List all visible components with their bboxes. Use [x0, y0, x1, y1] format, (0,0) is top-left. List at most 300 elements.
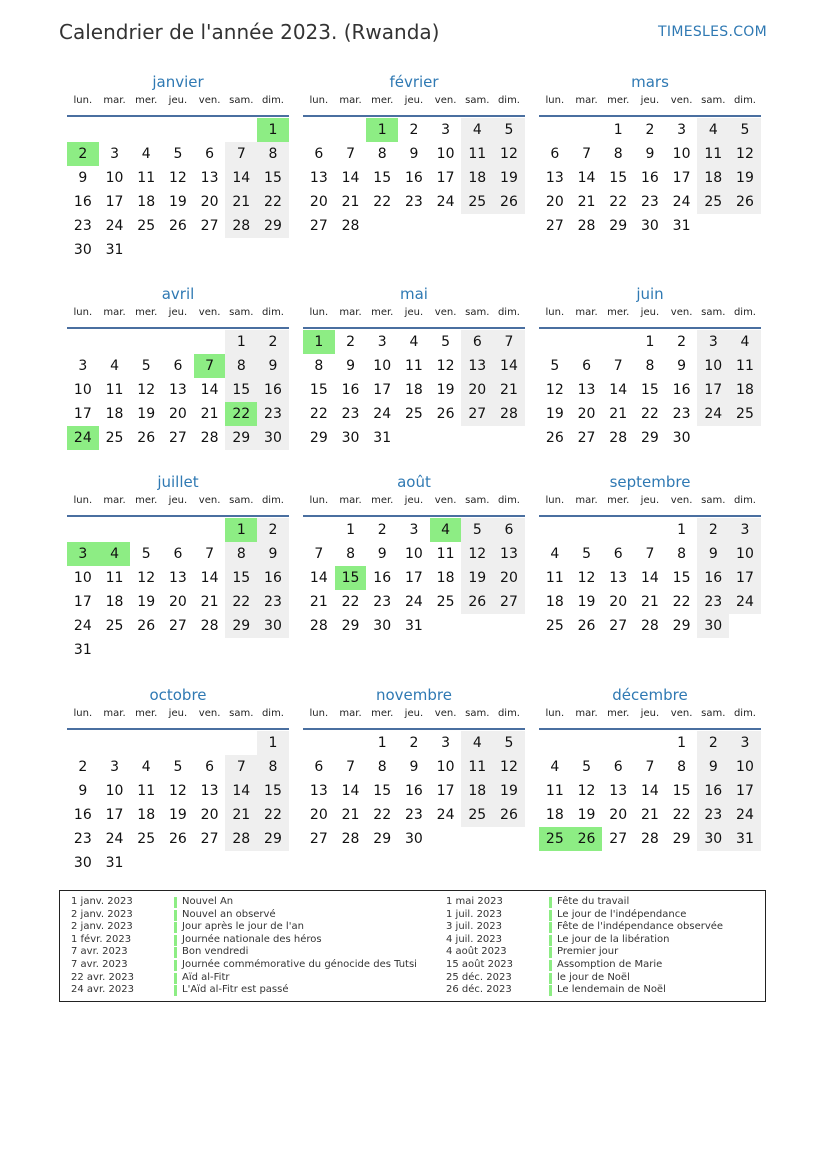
weekday-label: ven. — [198, 708, 221, 719]
day-cell: 27 — [200, 218, 219, 234]
day-cell: 30 — [373, 618, 392, 634]
day-cell: 14 — [341, 170, 360, 186]
day-cell: 25 — [697, 190, 729, 214]
month-name: janvier — [152, 73, 204, 91]
day-cell: 14 — [225, 779, 257, 803]
holiday-day-cell: 4 — [99, 542, 131, 566]
day-cell: 22 — [257, 803, 289, 827]
weekday-label: ven. — [434, 708, 457, 719]
day-cell: 26 — [545, 430, 564, 446]
weekday-label: lun. — [73, 708, 93, 719]
empty-cell — [194, 518, 226, 542]
day-cell: 18 — [137, 194, 156, 210]
day-cell: 29 — [640, 430, 659, 446]
day-cell: 20 — [609, 594, 628, 610]
day-cell: 2 — [409, 735, 419, 751]
day-cell: 22 — [225, 590, 257, 614]
legend-holiday-name: le jour de Noël — [557, 971, 630, 983]
day-cell: 14 — [200, 570, 219, 586]
legend-date: 1 janv. 2023 — [71, 896, 133, 907]
day-cell: 22 — [309, 406, 328, 422]
day-cell: 18 — [545, 807, 564, 823]
month-name: juin — [636, 285, 664, 303]
legend-row — [71, 984, 417, 997]
weekday-label: ven. — [670, 95, 693, 106]
day-cell: 25 — [137, 831, 156, 847]
day-cell: 19 — [577, 807, 596, 823]
weekday-label: mer. — [607, 495, 630, 506]
day-cell: 26 — [461, 590, 493, 614]
day-cell: 25 — [137, 218, 156, 234]
day-cell: 15 — [225, 378, 257, 402]
month-name: octobre — [149, 686, 207, 704]
day-cell: 30 — [73, 242, 92, 258]
day-cell: 13 — [493, 542, 525, 566]
day-cell: 24 — [729, 803, 761, 827]
weekday-header — [67, 495, 289, 513]
day-cell: 1 — [257, 731, 289, 755]
day-cell: 6 — [205, 146, 215, 162]
day-cell: 16 — [257, 566, 289, 590]
day-cell: 17 — [672, 170, 691, 186]
day-cell: 7 — [493, 330, 525, 354]
empty-cell — [303, 518, 335, 542]
day-cell: 25 — [105, 430, 124, 446]
day-cell: 15 — [373, 170, 392, 186]
day-cell: 18 — [729, 378, 761, 402]
weekday-label: jeu. — [168, 495, 188, 506]
holiday-day-cell: 3 — [67, 542, 99, 566]
day-cell: 11 — [545, 570, 564, 586]
weekday-label: mer. — [371, 95, 394, 106]
day-cell: 2 — [78, 759, 88, 775]
weekday-label: sam. — [701, 708, 726, 719]
day-cell: 3 — [677, 122, 687, 138]
weekday-label: dim. — [733, 307, 756, 318]
day-cell: 8 — [225, 542, 257, 566]
header-rule — [539, 515, 761, 517]
day-cell: 31 — [105, 242, 124, 258]
weekday-label: mar. — [575, 708, 598, 719]
day-cell: 10 — [404, 546, 423, 562]
day-cell: 28 — [200, 618, 219, 634]
empty-cell — [571, 518, 603, 542]
weekday-label: dim. — [261, 95, 284, 106]
day-cell: 22 — [341, 594, 360, 610]
day-cell: 13 — [200, 170, 219, 186]
legend-holiday-name: Fête du travail — [557, 896, 630, 907]
day-cell: 20 — [461, 378, 493, 402]
day-grid — [303, 518, 525, 638]
month-name: juillet — [157, 473, 199, 491]
day-cell: 18 — [105, 406, 124, 422]
day-cell: 12 — [577, 570, 596, 586]
day-cell: 21 — [609, 406, 628, 422]
day-cell: 2 — [257, 518, 289, 542]
day-cell: 8 — [257, 755, 289, 779]
legend-date: 4 juil. 2023 — [446, 933, 503, 945]
day-cell: 11 — [404, 358, 423, 374]
day-cell: 6 — [493, 518, 525, 542]
day-cell: 25 — [105, 618, 124, 634]
day-cell: 7 — [346, 759, 355, 775]
weekday-label: ven. — [670, 495, 693, 506]
page-title: Calendrier de l'année 2023. (Rwanda) — [59, 20, 440, 44]
day-cell: 1 — [677, 522, 687, 538]
day-cell: 7 — [225, 755, 257, 779]
empty-cell — [539, 330, 571, 354]
day-cell: 3 — [697, 330, 729, 354]
day-cell: 26 — [493, 803, 525, 827]
weekday-label: mer. — [371, 307, 394, 318]
day-cell: 29 — [609, 218, 628, 234]
header-rule — [67, 327, 289, 329]
legend-row — [446, 972, 723, 985]
day-cell: 16 — [73, 194, 92, 210]
day-cell: 28 — [225, 214, 257, 238]
day-cell: 23 — [404, 194, 423, 210]
holiday-day-cell: 4 — [430, 518, 462, 542]
day-cell: 4 — [550, 546, 560, 562]
weekday-label: dim. — [497, 307, 520, 318]
day-cell: 11 — [697, 142, 729, 166]
day-cell: 7 — [314, 546, 324, 562]
month-name: août — [397, 473, 431, 491]
day-cell: 3 — [377, 334, 387, 350]
day-cell: 1 — [645, 334, 655, 350]
day-cell: 30 — [257, 426, 289, 450]
day-cell: 30 — [404, 831, 423, 847]
day-cell: 16 — [73, 807, 92, 823]
holiday-day-cell: 2 — [67, 142, 99, 166]
day-cell: 28 — [493, 402, 525, 426]
day-cell: 4 — [409, 334, 419, 350]
day-cell: 12 — [137, 382, 156, 398]
weekday-header — [303, 95, 525, 113]
day-cell: 13 — [545, 170, 564, 186]
day-cell: 5 — [582, 546, 591, 562]
header-rule — [303, 728, 525, 730]
day-cell: 12 — [436, 358, 455, 374]
weekday-label: dim. — [733, 708, 756, 719]
empty-cell — [225, 731, 257, 755]
day-cell: 5 — [582, 759, 591, 775]
day-cell: 24 — [404, 594, 423, 610]
day-cell: 20 — [577, 406, 596, 422]
header-rule — [539, 728, 761, 730]
day-cell: 22 — [640, 406, 659, 422]
day-grid — [303, 330, 525, 450]
empty-cell — [99, 330, 131, 354]
day-cell: 9 — [409, 759, 419, 775]
holiday-marker-icon — [174, 910, 177, 921]
empty-cell — [634, 518, 666, 542]
weekday-label: lun. — [73, 307, 93, 318]
day-cell: 27 — [309, 831, 328, 847]
day-cell: 8 — [613, 146, 623, 162]
legend-holiday-name: Le jour de la libération — [557, 933, 670, 945]
day-cell: 20 — [200, 194, 219, 210]
day-cell: 11 — [137, 783, 156, 799]
day-cell: 24 — [729, 590, 761, 614]
day-cell: 15 — [373, 783, 392, 799]
weekday-label: mer. — [135, 708, 158, 719]
day-grid — [539, 518, 761, 638]
day-cell: 30 — [672, 430, 691, 446]
empty-cell — [194, 731, 226, 755]
day-cell: 28 — [577, 218, 596, 234]
day-cell: 12 — [577, 783, 596, 799]
day-cell: 9 — [645, 146, 655, 162]
day-cell: 4 — [550, 759, 560, 775]
weekday-label: mar. — [103, 708, 126, 719]
empty-cell — [162, 518, 194, 542]
weekday-label: mer. — [607, 708, 630, 719]
day-cell: 4 — [110, 358, 119, 374]
weekday-label: dim. — [261, 307, 284, 318]
weekday-label: mer. — [607, 307, 630, 318]
day-cell: 23 — [257, 590, 289, 614]
day-grid — [539, 731, 761, 851]
month-name: décembre — [612, 686, 688, 704]
weekday-label: jeu. — [404, 708, 424, 719]
day-cell: 26 — [137, 618, 156, 634]
weekday-label: mer. — [371, 495, 394, 506]
day-cell: 21 — [640, 594, 659, 610]
day-cell: 28 — [341, 218, 360, 234]
weekday-label: sam. — [701, 307, 726, 318]
weekday-label: ven. — [670, 708, 693, 719]
day-cell: 28 — [341, 831, 360, 847]
legend-holiday-name: Nouvel An — [182, 896, 234, 907]
day-cell: 29 — [225, 614, 257, 638]
weekday-label: ven. — [434, 95, 457, 106]
day-cell: 14 — [577, 170, 596, 186]
holiday-marker-icon — [549, 960, 552, 971]
day-cell: 4 — [461, 731, 493, 755]
day-cell: 10 — [697, 354, 729, 378]
day-grid — [67, 518, 289, 662]
weekday-header — [67, 307, 289, 325]
day-cell: 14 — [309, 570, 328, 586]
legend-date: 26 déc. 2023 — [446, 984, 512, 996]
weekday-label: dim. — [261, 495, 284, 506]
holiday-marker-icon — [174, 960, 177, 971]
holiday-day-cell: 24 — [67, 426, 99, 450]
weekday-label: dim. — [733, 495, 756, 506]
day-cell: 13 — [309, 783, 328, 799]
day-cell: 23 — [697, 590, 729, 614]
day-cell: 12 — [461, 542, 493, 566]
day-cell: 21 — [225, 803, 257, 827]
day-cell: 9 — [697, 755, 729, 779]
weekday-label: lun. — [545, 307, 565, 318]
day-cell: 19 — [168, 807, 187, 823]
day-cell: 30 — [257, 614, 289, 638]
day-cell: 13 — [200, 783, 219, 799]
day-cell: 18 — [697, 166, 729, 190]
weekday-label: sam. — [229, 307, 254, 318]
day-cell: 7 — [645, 759, 655, 775]
day-cell: 10 — [73, 382, 92, 398]
day-cell: 1 — [677, 735, 687, 751]
day-cell: 19 — [577, 594, 596, 610]
holiday-day-cell: 22 — [225, 402, 257, 426]
day-cell: 7 — [346, 146, 355, 162]
brand-link[interactable]: TIMESLES.COM — [658, 24, 767, 40]
weekday-label: ven. — [434, 307, 457, 318]
weekday-label: ven. — [434, 495, 457, 506]
day-cell: 6 — [613, 759, 623, 775]
header-rule — [303, 115, 525, 117]
day-cell: 23 — [404, 807, 423, 823]
day-cell: 1 — [346, 522, 355, 538]
day-cell: 28 — [200, 430, 219, 446]
day-cell: 21 — [577, 194, 596, 210]
weekday-label: sam. — [465, 495, 490, 506]
header-rule — [303, 515, 525, 517]
day-cell: 19 — [545, 406, 564, 422]
day-grid — [539, 118, 761, 238]
day-cell: 31 — [729, 827, 761, 851]
day-cell: 6 — [461, 330, 493, 354]
legend-date: 1 juil. 2023 — [446, 908, 503, 920]
day-cell: 12 — [168, 783, 187, 799]
legend-holiday-name: L'Aïd al-Fitr est passé — [182, 984, 289, 996]
day-cell: 28 — [640, 618, 659, 634]
weekday-header — [539, 95, 761, 113]
day-cell: 27 — [577, 430, 596, 446]
legend-column-right — [446, 896, 723, 997]
day-cell: 26 — [493, 190, 525, 214]
day-cell: 16 — [404, 170, 423, 186]
day-cell: 6 — [173, 358, 183, 374]
day-cell: 10 — [105, 170, 124, 186]
day-cell: 16 — [341, 382, 360, 398]
day-cell: 26 — [168, 218, 187, 234]
weekday-label: jeu. — [640, 95, 660, 106]
weekday-label: lun. — [545, 95, 565, 106]
day-cell: 27 — [493, 590, 525, 614]
holiday-marker-icon — [549, 935, 552, 946]
day-cell: 29 — [373, 831, 392, 847]
empty-cell — [571, 118, 603, 142]
empty-cell — [303, 118, 335, 142]
day-cell: 14 — [640, 783, 659, 799]
legend-holiday-name: Bon vendredi — [182, 946, 249, 958]
day-cell: 29 — [257, 827, 289, 851]
weekday-label: dim. — [733, 95, 756, 106]
legend-row — [71, 896, 417, 909]
day-cell: 13 — [461, 354, 493, 378]
day-cell: 18 — [461, 779, 493, 803]
weekday-label: mar. — [575, 95, 598, 106]
day-cell: 8 — [377, 759, 387, 775]
day-cell: 2 — [346, 334, 355, 350]
legend-date: 4 août 2023 — [446, 946, 507, 958]
weekday-label: jeu. — [168, 307, 188, 318]
holiday-legend — [59, 890, 766, 1002]
day-cell: 2 — [677, 334, 687, 350]
day-cell: 4 — [461, 118, 493, 142]
month-name: mai — [400, 285, 428, 303]
day-cell: 29 — [257, 214, 289, 238]
day-cell: 11 — [729, 354, 761, 378]
day-cell: 5 — [141, 546, 151, 562]
day-cell: 1 — [613, 122, 623, 138]
legend-row — [446, 921, 723, 934]
month-1 — [303, 72, 525, 238]
day-cell: 19 — [493, 779, 525, 803]
day-cell: 24 — [105, 218, 124, 234]
day-cell: 16 — [697, 779, 729, 803]
day-cell: 26 — [137, 430, 156, 446]
legend-row — [71, 909, 417, 922]
day-cell: 31 — [373, 430, 392, 446]
weekday-label: ven. — [198, 95, 221, 106]
day-cell: 8 — [677, 759, 687, 775]
legend-holiday-name: Assomption de Marie — [557, 958, 663, 970]
legend-row — [71, 959, 417, 972]
day-cell: 11 — [461, 142, 493, 166]
day-cell: 17 — [73, 594, 92, 610]
day-cell: 11 — [137, 170, 156, 186]
day-cell: 30 — [697, 827, 729, 851]
day-cell: 21 — [493, 378, 525, 402]
day-cell: 23 — [341, 406, 360, 422]
weekday-label: lun. — [309, 95, 329, 106]
day-cell: 28 — [309, 618, 328, 634]
weekday-header — [303, 495, 525, 513]
weekday-header — [539, 708, 761, 726]
day-cell: 22 — [672, 594, 691, 610]
day-cell: 9 — [677, 358, 687, 374]
day-cell: 23 — [672, 406, 691, 422]
day-cell: 13 — [309, 170, 328, 186]
holiday-marker-icon — [549, 897, 552, 908]
day-cell: 15 — [672, 570, 691, 586]
day-cell: 11 — [436, 546, 455, 562]
weekday-header — [539, 495, 761, 513]
weekday-label: lun. — [309, 708, 329, 719]
empty-cell — [99, 518, 131, 542]
day-cell: 28 — [225, 827, 257, 851]
legend-date: 22 avr. 2023 — [71, 971, 134, 983]
day-cell: 9 — [377, 546, 387, 562]
holiday-day-cell: 26 — [571, 827, 603, 851]
day-cell: 8 — [677, 546, 687, 562]
day-cell: 17 — [436, 783, 455, 799]
day-cell: 17 — [729, 779, 761, 803]
day-cell: 16 — [640, 170, 659, 186]
day-cell: 22 — [609, 194, 628, 210]
holiday-marker-icon — [174, 973, 177, 984]
legend-row — [446, 934, 723, 947]
legend-row — [446, 946, 723, 959]
day-cell: 5 — [550, 358, 560, 374]
legend-holiday-name: Journée commémorative du génocide des Tutsi — [182, 958, 417, 970]
month-10 — [303, 685, 525, 851]
empty-cell — [225, 118, 257, 142]
legend-date: 1 mai 2023 — [446, 896, 503, 907]
day-cell: 16 — [257, 378, 289, 402]
month-name: mars — [631, 73, 669, 91]
day-cell: 3 — [441, 735, 451, 751]
day-cell: 2 — [645, 122, 655, 138]
day-cell: 9 — [78, 170, 88, 186]
month-11 — [539, 685, 761, 851]
empty-cell — [539, 731, 571, 755]
